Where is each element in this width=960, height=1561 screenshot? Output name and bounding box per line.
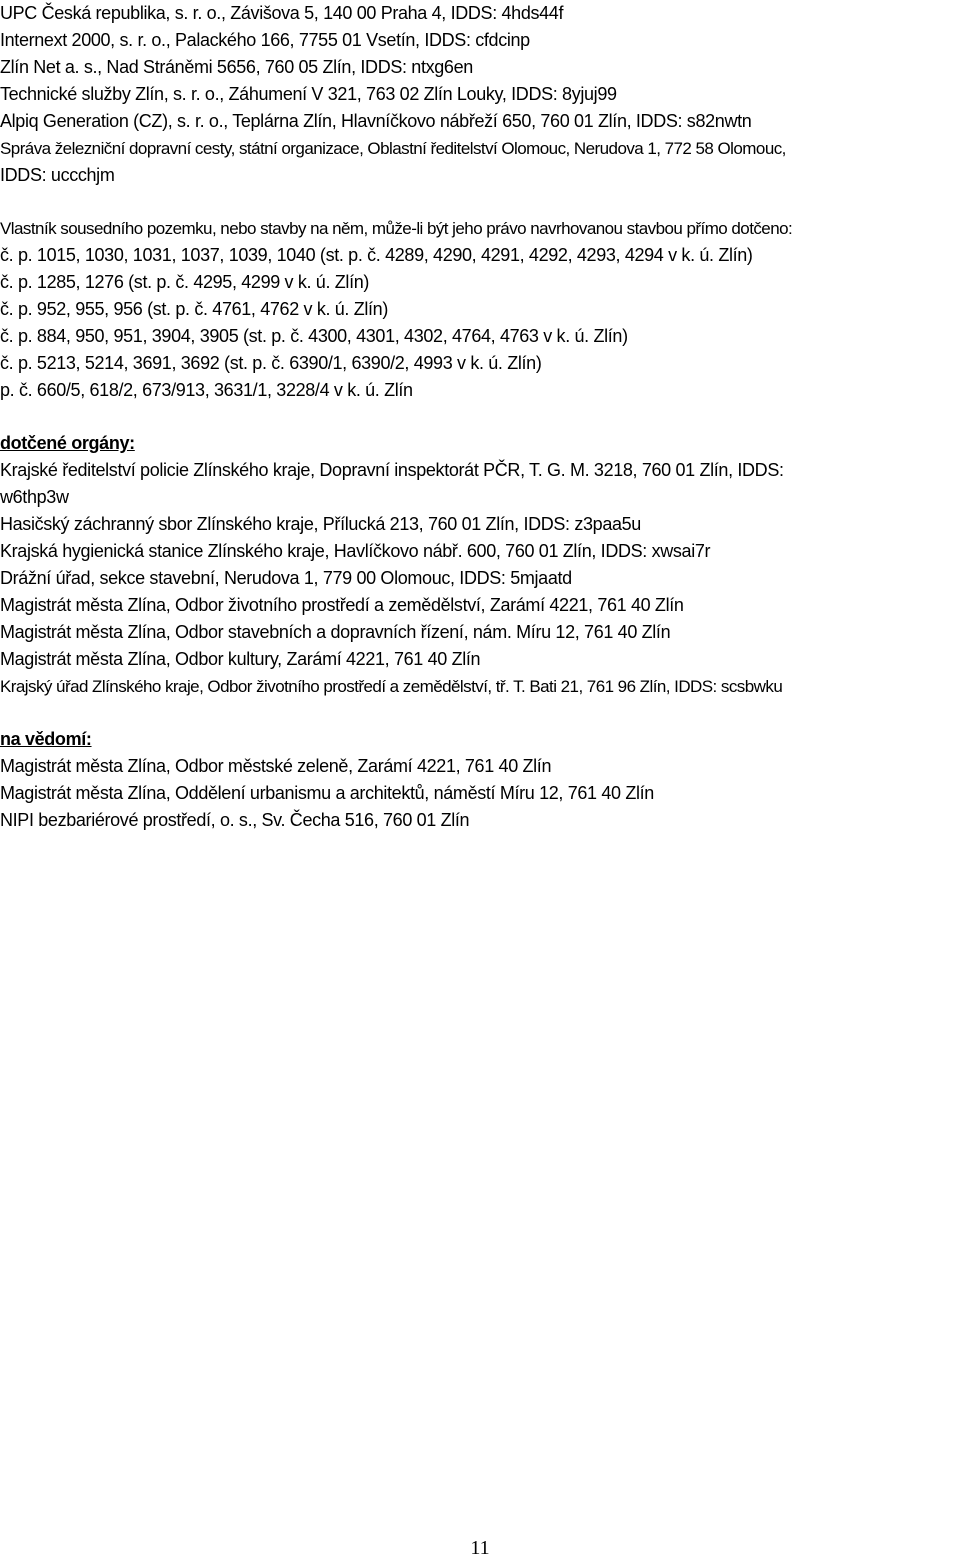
participant-line: Technické služby Zlín, s. r. o., Záhumení V 321, 763 02 Zlín Louky, IDDS: 8yjuj99	[0, 84, 617, 104]
participant-line: UPC Česká republika, s. r. o., Závišova 5, 140 00 Praha 4, IDDS: 4hds44f	[0, 3, 564, 23]
section-heading: dotčené orgány:	[0, 433, 135, 453]
recipient-line: Magistrát města Zlína, Oddělení urbanismu a architektů, náměstí Míru 12, 761 40 Zlín	[0, 783, 654, 803]
participants-list	[0, 0, 960, 189]
authority-line: Krajská hygienická stanice Zlínského kraje, Havlíčkovo nábř. 600, 760 01 Zlín, IDDS: xwsai7r	[0, 541, 711, 561]
authority-line: Hasičský záchranný sbor Zlínského kraje, Přílucká 213, 760 01 Zlín, IDDS: z3paa5u	[0, 514, 641, 534]
for-information-section	[0, 726, 960, 834]
section-heading: na vědomí:	[0, 729, 92, 749]
authority-line: Magistrát města Zlína, Odbor stavebních a dopravních řízení, nám. Míru 12, 761 40 Zlín	[0, 622, 671, 642]
page-number: 11	[470, 1537, 490, 1559]
neighbours-section	[0, 215, 960, 404]
spacer	[0, 700, 960, 726]
neighbours-intro: Vlastník sousedního pozemku, nebo stavby na něm, může-li být jeho právo navrhovanou stavbou přímo dotčeno:	[0, 219, 793, 238]
spacer	[0, 404, 960, 430]
participant-line: Zlín Net a. s., Nad Stráněmi 5656, 760 05 Zlín, IDDS: ntxg6en	[0, 57, 473, 77]
parcel-line: č. p. 1285, 1276 (st. p. č. 4295, 4299 v k. ú. Zlín)	[0, 272, 370, 292]
authority-line: Drážní úřad, sekce stavební, Nerudova 1, 779 00 Olomouc, IDDS: 5mjaatd	[0, 568, 572, 588]
participant-line: Internext 2000, s. r. o., Palackého 166, 7755 01 Vsetín, IDDS: cfdcinp	[0, 30, 530, 50]
parcel-line: p. č. 660/5, 618/2, 673/913, 3631/1, 3228/4 v k. ú. Zlín	[0, 380, 413, 400]
parcel-line: č. p. 5213, 5214, 3691, 3692 (st. p. č. 6390/1, 6390/2, 4993 v k. ú. Zlín)	[0, 353, 542, 373]
affected-authorities-section	[0, 430, 960, 700]
authority-line: Krajský úřad Zlínského kraje, Odbor životního prostředí a zemědělství, tř. T. Bati 21, 761 96 Zlín, IDDS: scsbwku	[0, 677, 783, 696]
parcel-line: č. p. 884, 950, 951, 3904, 3905 (st. p. č. 4300, 4301, 4302, 4764, 4763 v k. ú. Zlín)	[0, 326, 628, 346]
parcel-line: č. p. 1015, 1030, 1031, 1037, 1039, 1040 (st. p. č. 4289, 4290, 4291, 4292, 4293, 4294 v k. ú. Zlín)	[0, 245, 753, 265]
authority-line: Magistrát města Zlína, Odbor kultury, Zarámí 4221, 761 40 Zlín	[0, 649, 481, 669]
authority-line: Magistrát města Zlína, Odbor životního prostředí a zemědělství, Zarámí 4221, 761 40 Zlín	[0, 595, 684, 615]
participant-line: Správa železniční dopravní cesty, státní organizace, Oblastní ředitelství Olomouc, Nerudova 1, 772 58 Olomouc,	[0, 139, 786, 158]
participant-line: Alpiq Generation (CZ), s. r. o., Teplárna Zlín, Hlavníčkovo nábřeží 650, 760 01 Zlín, IDDS: s82nwtn	[0, 111, 752, 131]
authority-line: Krajské ředitelství policie Zlínského kraje, Dopravní inspektorát PČR, T. G. M. 3218, 760 01 Zlín, IDDS:	[0, 460, 784, 480]
parcel-line: č. p. 952, 955, 956 (st. p. č. 4761, 4762 v k. ú. Zlín)	[0, 299, 388, 319]
recipient-line: Magistrát města Zlína, Odbor městské zeleně, Zarámí 4221, 761 40 Zlín	[0, 756, 552, 776]
recipient-line: NIPI bezbariérové prostředí, o. s., Sv. Čecha 516, 760 01 Zlín	[0, 810, 470, 830]
spacer	[0, 189, 960, 215]
authority-line: w6thp3w	[0, 487, 69, 507]
participant-line: IDDS: uccchjm	[0, 165, 115, 185]
